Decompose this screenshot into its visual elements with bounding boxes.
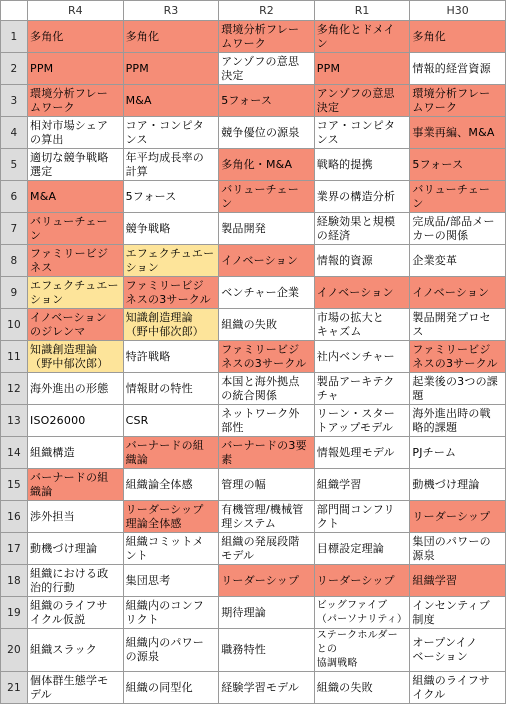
cell-r1[interactable]: 経験効果と規模 の経済 [314,213,410,245]
cell-r3[interactable]: PPM [123,53,219,85]
cell-r2[interactable]: 期待理論 [219,597,315,629]
cell-h30[interactable]: リーダーシップ [410,501,506,533]
cell-r4[interactable]: 組織構造 [28,437,124,469]
column-header-r3: R3 [123,1,219,21]
cell-r4[interactable]: 知識創造理論 （野中郁次郎） [28,341,124,373]
cell-r1[interactable]: ステークホルダーとの 協調戦略 [314,629,410,672]
cell-h30[interactable]: PJチーム [410,437,506,469]
cell-r2[interactable]: 製品開発 [219,213,315,245]
cell-h30[interactable]: 多角化 [410,21,506,53]
row-number: 10 [1,309,28,341]
cell-r2[interactable]: 組織の発展段階 モデル [219,533,315,565]
cell-r3[interactable]: 特許戦略 [123,341,219,373]
cell-r3[interactable]: 知識創造理論 （野中郁次郎） [123,309,219,341]
cell-r3[interactable]: リーダーシップ 理論全体感 [123,501,219,533]
cell-r3[interactable]: 組織の同型化 [123,672,219,704]
cell-r2[interactable]: 組織の失敗 [219,309,315,341]
cell-r1[interactable]: リーダーシップ [314,565,410,597]
cell-r3[interactable]: コア・コンピタ ンス [123,117,219,149]
cell-r2[interactable]: 管理の幅 [219,469,315,501]
cell-h30[interactable]: 完成品/部品メー カーの関係 [410,213,506,245]
column-header-h30: H30 [410,1,506,21]
table-row [1,53,506,85]
cell-r1[interactable]: イノベーション [314,277,410,309]
row-number: 20 [1,629,28,672]
table-row [1,597,506,629]
column-header-r1: R1 [314,1,410,21]
row-number: 21 [1,672,28,704]
cell-r2[interactable]: 有機管理/機械管 理システム [219,501,315,533]
cell-r4[interactable]: 組織スラック [28,629,124,672]
cell-r2[interactable]: ファミリービジ ネスの3サークル [219,341,315,373]
row-number: 4 [1,117,28,149]
row-number: 19 [1,597,28,629]
header-row [1,1,506,21]
cell-r1[interactable]: 情報的資源 [314,245,410,277]
row-number: 1 [1,21,28,53]
cell-r2[interactable]: ネットワーク外 部性 [219,405,315,437]
cell-r4[interactable]: バリューチェー ン [28,213,124,245]
row-number: 17 [1,533,28,565]
cell-h30[interactable]: 企業変革 [410,245,506,277]
cell-r2[interactable]: 職務特性 [219,629,315,672]
cell-h30[interactable]: オープンイノ ベーション [410,629,506,672]
row-number: 8 [1,245,28,277]
cell-h30[interactable]: インセンティブ 制度 [410,597,506,629]
cell-r1[interactable]: 多角化とドメイ ン [314,21,410,53]
cell-r2[interactable]: イノベーション [219,245,315,277]
cell-r4[interactable]: ISO26000 [28,405,124,437]
cell-r3[interactable]: M&A [123,85,219,117]
cell-r4[interactable]: PPM [28,53,124,85]
row-number: 12 [1,373,28,405]
row-number: 15 [1,469,28,501]
cell-r1[interactable]: 情報処理モデル [314,437,410,469]
cell-r2[interactable]: 5フォース [219,85,315,117]
cell-h30[interactable]: 環境分析フレー ムワーク [410,85,506,117]
cell-r3[interactable]: 組織コミットメ ント [123,533,219,565]
cell-r3[interactable]: 組織内のコンフ リクト [123,597,219,629]
row-number: 11 [1,341,28,373]
cell-r3[interactable]: 情報財の特性 [123,373,219,405]
cell-r4[interactable]: エフェクチュエー ション [28,277,124,309]
table-row [1,21,506,53]
table-body [1,21,506,704]
table-row [1,181,506,213]
cell-h30[interactable]: 組織のライフサ イクル [410,672,506,704]
cell-h30[interactable]: 事業再編、M&A [410,117,506,149]
column-header-r2: R2 [219,1,315,21]
cell-r4[interactable]: 相対市場シェア の算出 [28,117,124,149]
cell-h30[interactable]: バリューチェー ン [410,181,506,213]
cell-r4[interactable]: 動機づけ理論 [28,533,124,565]
table-row [1,149,506,181]
table-row [1,629,506,672]
cell-r2[interactable]: リーダーシップ [219,565,315,597]
row-number: 7 [1,213,28,245]
table-row [1,437,506,469]
cell-r3[interactable]: 5フォース [123,181,219,213]
cell-r3[interactable]: バーナードの組 織論 [123,437,219,469]
cell-r4[interactable]: 渉外担当 [28,501,124,533]
column-header-r4: R4 [28,1,124,21]
cell-r2[interactable]: 経験学習モデル [219,672,315,704]
cell-r4[interactable]: ファミリービジ ネス [28,245,124,277]
cell-r1[interactable]: 目標設定理論 [314,533,410,565]
cell-r2[interactable]: 本国と海外拠点 の統合関係 [219,373,315,405]
cell-r3[interactable]: 組織内のパワー の源泉 [123,629,219,672]
cell-r1[interactable]: ビッグファイブ （パーソナリティ） [314,597,410,629]
table-row [1,309,506,341]
cell-r1[interactable]: 業界の構造分析 [314,181,410,213]
corner-cell [1,1,28,21]
cell-r1[interactable]: アンゾフの意思 決定 [314,85,410,117]
cell-r4[interactable]: 組織における政 治的行動 [28,565,124,597]
table-row [1,341,506,373]
row-number: 13 [1,405,28,437]
table-row [1,469,506,501]
cell-r1[interactable]: 製品アーキテク チャ [314,373,410,405]
cell-r4[interactable]: 適切な競争戦略 選定 [28,149,124,181]
table-row [1,501,506,533]
cell-h30[interactable]: 集団のパワーの 源泉 [410,533,506,565]
cell-h30[interactable]: ファミリービジ ネスの3サークル [410,341,506,373]
cell-r4[interactable]: 組織のライフサ イクル仮説 [28,597,124,629]
cell-h30[interactable]: イノベーション [410,277,506,309]
cell-r4[interactable]: 個体群生態学モ デル [28,672,124,704]
cell-h30[interactable]: 情報的経営資源 [410,53,506,85]
cell-h30[interactable]: 海外進出時の戦 略的課題 [410,405,506,437]
cell-r1[interactable]: 社内ベンチャー [314,341,410,373]
row-number: 3 [1,85,28,117]
row-number: 9 [1,277,28,309]
cell-r1[interactable]: コア・コンピタ ンス [314,117,410,149]
row-number: 6 [1,181,28,213]
table-row [1,533,506,565]
row-number: 16 [1,501,28,533]
cell-r4[interactable]: バーナードの組 織論 [28,469,124,501]
cell-r3[interactable]: エフェクチュエー ション [123,245,219,277]
table-row [1,85,506,117]
cell-r1[interactable]: PPM [314,53,410,85]
cell-r1[interactable]: 市場の拡大と キャズム [314,309,410,341]
cell-r2[interactable]: 環境分析フレー ムワーク [219,21,315,53]
table-row [1,277,506,309]
row-number: 2 [1,53,28,85]
cell-r3[interactable]: 集団思考 [123,565,219,597]
table-row [1,565,506,597]
table-row [1,117,506,149]
cell-r4[interactable]: 海外進出の形態 [28,373,124,405]
cell-r3[interactable]: CSR [123,405,219,437]
cell-h30[interactable]: 製品開発プロセ ス [410,309,506,341]
cell-r4[interactable]: 多角化 [28,21,124,53]
cell-r3[interactable]: 競争戦略 [123,213,219,245]
cell-r1[interactable]: 部門間コンフリ クト [314,501,410,533]
table-row [1,245,506,277]
cell-r3[interactable]: 年平均成長率の 計算 [123,149,219,181]
cell-r2[interactable]: ベンチャー企業 [219,277,315,309]
cell-r3[interactable]: 多角化 [123,21,219,53]
table-row [1,405,506,437]
cell-r1[interactable]: 組織学習 [314,469,410,501]
cell-r4[interactable]: イノベーション のジレンマ [28,309,124,341]
table-row [1,213,506,245]
table-row [1,672,506,704]
cell-r2[interactable]: バリューチェー ン [219,181,315,213]
cell-r2[interactable]: アンゾフの意思 決定 [219,53,315,85]
cell-h30[interactable]: 起業後の3つの課 題 [410,373,506,405]
cell-r2[interactable]: バーナードの3要 素 [219,437,315,469]
row-number: 14 [1,437,28,469]
cell-r4[interactable]: 環境分析フレー ムワーク [28,85,124,117]
row-number: 5 [1,149,28,181]
row-number: 18 [1,565,28,597]
cell-r1[interactable]: 組織の失敗 [314,672,410,704]
table-row [1,373,506,405]
cell-r1[interactable]: 戦略的提携 [314,149,410,181]
cell-r2[interactable]: 多角化・M&A [219,149,315,181]
cell-r3[interactable]: ファミリービジ ネスの3サークル [123,277,219,309]
cell-h30[interactable]: 組織学習 [410,565,506,597]
cell-r3[interactable]: 組織論全体感 [123,469,219,501]
cell-h30[interactable]: 5フォース [410,149,506,181]
cell-h30[interactable]: 動機づけ理論 [410,469,506,501]
cell-r2[interactable]: 競争優位の源泉 [219,117,315,149]
cell-r1[interactable]: リーン・スター トアップモデル [314,405,410,437]
cell-r4[interactable]: M&A [28,181,124,213]
